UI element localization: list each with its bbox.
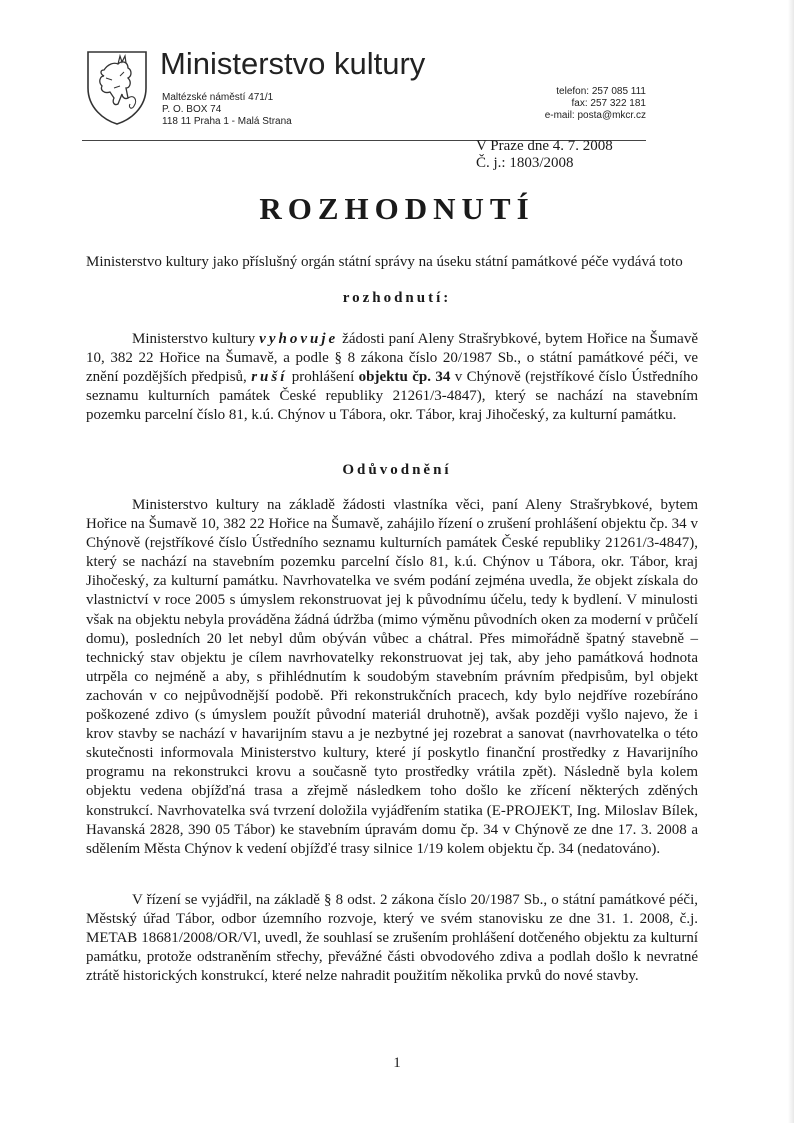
reference-number: Č. j.: 1803/2008	[476, 155, 574, 171]
decision-text: Ministerstvo kultury	[132, 331, 256, 347]
decision-text: prohlášení	[291, 369, 355, 386]
decision-object: objektu čp. 34	[358, 369, 451, 386]
decision-verb-grant: vyhovuje	[259, 331, 339, 347]
reasoning-paragraph-1: Ministerstvo kultury na základě žádosti vlastníka věci, paní Aleny Strašrybkové, bytem Hořice na Šumavě 10, 382 22 Hořice na Šumavě, zahájilo řízení o zrušení prohlášení objektu čp. 34 v Chýnově (rejstříkové číslo Ústředního seznamu kulturních památek České republiky 21261/3-4847), který se nachází na stavebním pozemku parcelní číslo 81, k.ú. Chýnov u Tábora, okr. Tábor, kraj Jihočeský, za kulturní památku. Navrhovatelka ve svém podání zejména uvedla, že objekt získala do vlastnictví v roce 2005 s úmyslem rekonstruovat jej k původnímu účelu, tedy k bydlení. V minulosti však na objektu nebyla prováděna žádná údržba (mimo výměnu původních oken za moderní v průčelí domu), posledních 20 let nebyl dům obýván vůbec a chátral. Přes mimořádně špatný stavebně – technický stav objektu je cílem navrhovatelky rekonstruovat jej tak, aby jeho památková hodnota utrpěla co nejméně a aby, s přihlédnutím k soudobým stavebním právním předpisům, byl objekt zachován v co nejpůvodnější podobě. Při rekonstrukčních pracech, kdy bylo nejdříve rozebíráno poškozené zdivo (s úmyslem použít původní materiál druhotně), avšak později vyšlo najevo, že i krov stavby se nachází v havarijním stavu a je nezbytné jej rozebrat a sanovat (navrhovatelka o této skutečnosti informovala Ministerstvo kultury, které jí poskytlo finanční prostředky z Havarijního programu na rekonstrukci krovu a současně tyto prostředky vrátila zpět). Následně byla kolem objektu vedena objížďná trasa a zřejmě následkem toho došlo ke zřícení některých zděných konstrukcí. Navrhovatelka svá tvrzení doložila vyjádřením statika (E-PROJEKT, Ing. Miloslav Bílek, Havanská 2828, 390 05 Tábor) ke stavebním úpravám domu čp. 34 v Chýnově ze dne 17. 3. 2008 a sdělením Města Chýnov k vedení objížďé trasy silnice 1/19 kolem objektu čp. 34 (nedatováno).	[86, 497, 698, 857]
czech-lion-coat-of-arms-icon	[84, 48, 150, 126]
issue-date: V Praze dne 4. 7. 2008	[476, 138, 613, 154]
fax-text: fax: 257 322 181	[571, 98, 646, 109]
intro-paragraph: Ministerstvo kultury jako příslušný orgán státní správy na úseku státní památkové péče vydává toto	[86, 254, 683, 270]
decision-verb-revoke: ruší	[251, 369, 288, 386]
decision-heading: rozhodnutí:	[342, 290, 452, 306]
decision-text: v Chýnově (rejstříkové číslo Ústředního seznamu kulturních památek České republiky 21261/3-4847), který se nachází na stavebním pozemku parcelní číslo 81, k.ú. Chýnov u Tábora, okr. Tábor, kraj Jihočeský, za kulturní památku.	[86, 369, 699, 424]
scan-edge	[788, 0, 794, 1123]
page-number: 1	[393, 1055, 401, 1071]
ministry-name: Ministerstvo kultury	[160, 46, 426, 81]
phone-text: telefon: 257 085 111	[556, 86, 646, 97]
address-line: P. O. BOX 74	[162, 104, 222, 115]
ministry-contact	[545, 86, 646, 122]
ministry-address	[162, 92, 292, 128]
document-title: ROZHODNUTÍ	[259, 191, 535, 226]
reasoning-heading: Odůvodnění	[342, 462, 452, 478]
decision-text: žádosti paní Aleny Strašrybkové, bytem Hořice na Šumavě 10, 382 22 Hořice na Šumavě, a podle § 8 zákona číslo 20/1987 Sb., o státní památkové péči, ve znění pozdějších předpisů,	[86, 331, 698, 386]
decision-paragraph	[86, 330, 698, 425]
date-reference-block	[476, 138, 613, 172]
reasoning-paragraph-2: V řízení se vyjádřil, na základě § 8 odst. 2 zákona číslo 20/1987 Sb., o státní památkové péči, Městský úřad Tábor, odbor územního rozvoje, který ve svém stanovisku ze dne 31. 1. 2008, č.j. METAB 18681/2008/OR/Vl, uvedl, že souhlasí se zrušením prohlášení dotčeného objektu za kulturní památku, protože odstraněním střechy, převážné části obvodového zdiva a podlah došlo k nevratné ztrátě historických konstrukcí, které nelze nahradit použitím několika prvků do nové stavby.	[86, 892, 698, 985]
address-line: 118 11 Praha 1 - Malá Strana	[162, 116, 292, 127]
address-line: Maltézské náměstí 471/1	[162, 92, 274, 103]
email-text: e-mail: posta@mkcr.cz	[544, 110, 646, 121]
